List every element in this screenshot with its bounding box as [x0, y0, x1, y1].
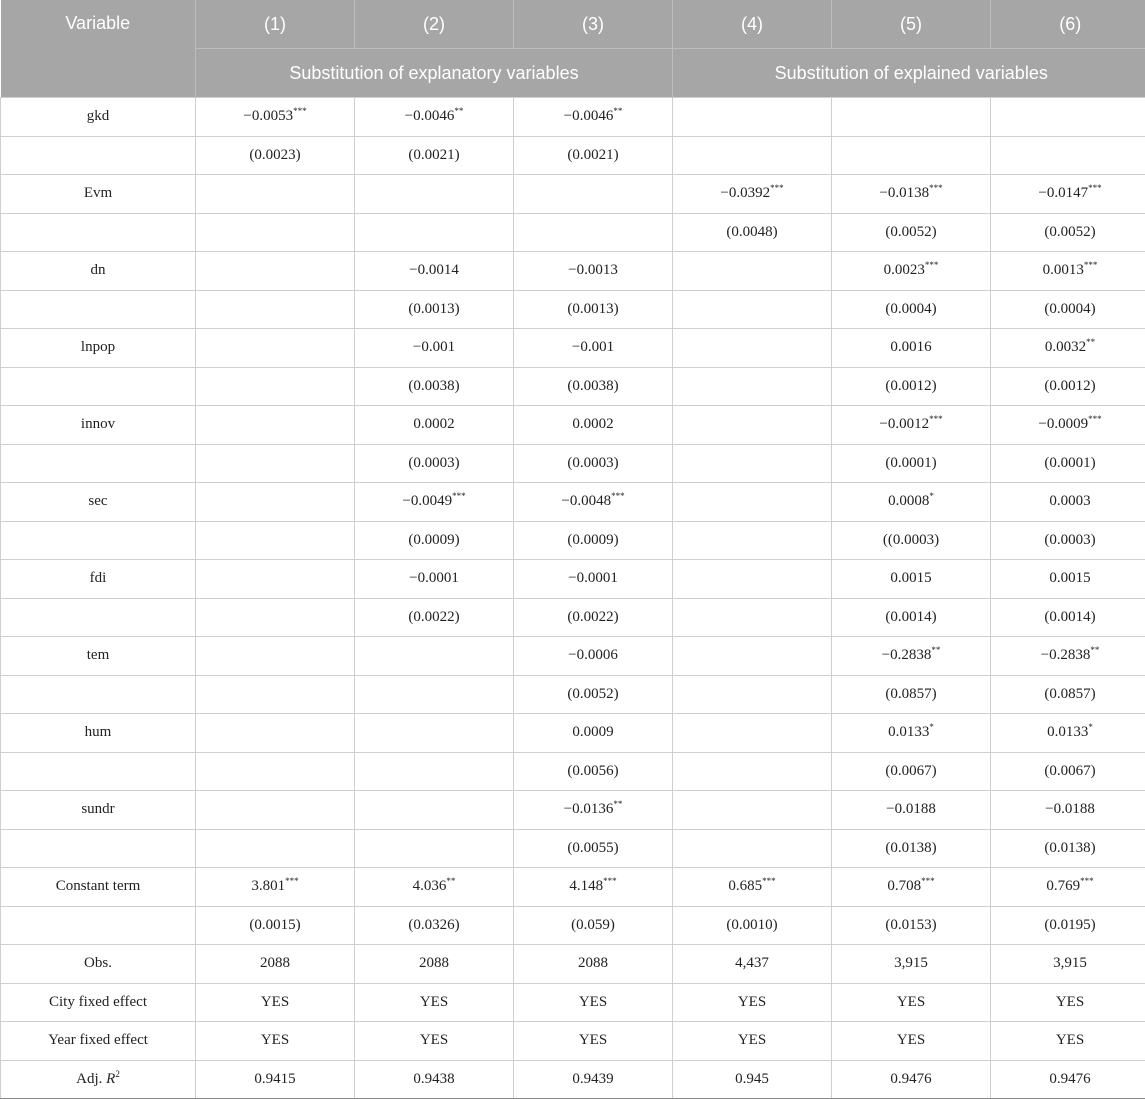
table-row — [1, 367, 1145, 406]
table-cell: (0.0003) — [991, 521, 1145, 560]
table-cell: −0.0138*** — [832, 175, 991, 214]
table-row — [1, 483, 1145, 522]
table-cell — [673, 752, 832, 791]
header-col-2: (2) — [355, 0, 514, 49]
table-cell: (0.0052) — [514, 675, 673, 714]
table-cell: 0.0008* — [832, 483, 991, 522]
table-cell — [196, 406, 355, 445]
row-label: innov — [1, 406, 196, 445]
table-cell: (0.0052) — [991, 213, 1145, 252]
table-cell: 0.9476 — [991, 1060, 1145, 1099]
table-cell — [196, 290, 355, 329]
table-header — [1, 0, 1145, 98]
row-label: hum — [1, 714, 196, 753]
table-cell: −0.0048*** — [514, 483, 673, 522]
table-cell: 2088 — [355, 945, 514, 984]
table-cell: (0.0052) — [832, 213, 991, 252]
table-cell: 2088 — [196, 945, 355, 984]
table-cell — [196, 637, 355, 676]
table-cell: −0.0001 — [514, 560, 673, 599]
table-cell — [673, 367, 832, 406]
header-variable: Variable — [1, 0, 196, 98]
table-cell: (0.0004) — [991, 290, 1145, 329]
table-cell: (0.0022) — [355, 598, 514, 637]
table-cell: (0.0013) — [514, 290, 673, 329]
table-row — [1, 521, 1145, 560]
table-cell: (0.0023) — [196, 136, 355, 175]
table-cell — [673, 560, 832, 599]
table-cell — [196, 521, 355, 560]
table-row — [1, 752, 1145, 791]
table-cell: 0.0133* — [991, 714, 1145, 753]
table-cell: (0.0056) — [514, 752, 673, 791]
table-cell: 3,915 — [991, 945, 1145, 984]
table-cell — [991, 136, 1145, 175]
table-row — [1, 868, 1145, 907]
table-cell — [196, 329, 355, 368]
table-cell: 0.0015 — [832, 560, 991, 599]
table-cell — [832, 136, 991, 175]
table-cell: 4,437 — [673, 945, 832, 984]
table-cell: (0.0015) — [196, 906, 355, 945]
table-cell — [673, 252, 832, 291]
row-label: Year fixed effect — [1, 1022, 196, 1061]
table-cell: (0.0010) — [673, 906, 832, 945]
table-cell — [673, 290, 832, 329]
table-cell: (0.0001) — [991, 444, 1145, 483]
row-label — [1, 290, 196, 329]
table-cell: 0.0023*** — [832, 252, 991, 291]
table-cell: −0.001 — [514, 329, 673, 368]
table-cell — [673, 444, 832, 483]
table-cell: 0.0009 — [514, 714, 673, 753]
table-cell: (0.0009) — [514, 521, 673, 560]
table-cell: (0.0012) — [991, 367, 1145, 406]
table-cell — [832, 98, 991, 137]
table-cell: YES — [355, 983, 514, 1022]
table-cell: (0.0195) — [991, 906, 1145, 945]
row-label — [1, 444, 196, 483]
table-cell: YES — [514, 1022, 673, 1061]
table-cell: YES — [673, 1022, 832, 1061]
table-cell: −0.0014 — [355, 252, 514, 291]
table-cell: (0.0138) — [832, 829, 991, 868]
table-row — [1, 98, 1145, 137]
table-row — [1, 175, 1145, 214]
row-label: tem — [1, 637, 196, 676]
table-cell: (0.0055) — [514, 829, 673, 868]
table-cell: 0.0002 — [514, 406, 673, 445]
table-row — [1, 829, 1145, 868]
table-row — [1, 560, 1145, 599]
table-cell — [196, 483, 355, 522]
table-cell: YES — [991, 1022, 1145, 1061]
row-label — [1, 829, 196, 868]
table-cell: −0.2838** — [991, 637, 1145, 676]
table-cell: 2088 — [514, 945, 673, 984]
row-label: Adj. $R^2$ — [1, 1060, 196, 1099]
table-cell: 0.0133* — [832, 714, 991, 753]
table-cell: −0.0147*** — [991, 175, 1145, 214]
table-cell: (0.0014) — [832, 598, 991, 637]
table-cell: 0.9439 — [514, 1060, 673, 1099]
table-cell — [196, 829, 355, 868]
table-cell: −0.0053*** — [196, 98, 355, 137]
table-cell — [196, 675, 355, 714]
row-label — [1, 598, 196, 637]
header-row-columns — [1, 0, 1145, 49]
table-cell: −0.0009*** — [991, 406, 1145, 445]
table-cell: −0.0006 — [514, 637, 673, 676]
table-cell: −0.0013 — [514, 252, 673, 291]
row-label: sec — [1, 483, 196, 522]
table-row — [1, 136, 1145, 175]
row-label: Obs. — [1, 945, 196, 984]
table-cell: 3.801*** — [196, 868, 355, 907]
table-cell — [196, 252, 355, 291]
table-cell — [196, 213, 355, 252]
table-cell: 0.0003 — [991, 483, 1145, 522]
table-cell — [196, 444, 355, 483]
table-cell: 0.708*** — [832, 868, 991, 907]
row-label — [1, 367, 196, 406]
table-cell — [355, 213, 514, 252]
table-cell — [673, 98, 832, 137]
table-cell — [991, 98, 1145, 137]
table-cell — [673, 675, 832, 714]
table-cell: 0.9415 — [196, 1060, 355, 1099]
row-label: dn — [1, 252, 196, 291]
table-cell: (0.0013) — [355, 290, 514, 329]
table-cell: −0.0001 — [355, 560, 514, 599]
table-cell: 0.685*** — [673, 868, 832, 907]
table-cell: (0.0038) — [514, 367, 673, 406]
table-row — [1, 444, 1145, 483]
table-cell: (0.0004) — [832, 290, 991, 329]
row-label: Constant term — [1, 868, 196, 907]
table-cell: ((0.0003) — [832, 521, 991, 560]
row-label: Evm — [1, 175, 196, 214]
table-cell — [355, 791, 514, 830]
row-label — [1, 675, 196, 714]
table-row — [1, 1060, 1145, 1099]
table-cell: (0.0012) — [832, 367, 991, 406]
header-col-5: (5) — [832, 0, 991, 49]
table-cell — [196, 791, 355, 830]
table-cell: −0.001 — [355, 329, 514, 368]
table-cell: (0.0048) — [673, 213, 832, 252]
table-cell — [673, 637, 832, 676]
header-group-explanatory: Substitution of explanatory variables — [196, 49, 673, 98]
table-cell — [673, 406, 832, 445]
table-cell: YES — [991, 983, 1145, 1022]
table-cell — [673, 521, 832, 560]
table-cell: 4.148*** — [514, 868, 673, 907]
table-row — [1, 1022, 1145, 1061]
table-cell: 0.9476 — [832, 1060, 991, 1099]
row-label: sundr — [1, 791, 196, 830]
table-cell: 0.0015 — [991, 560, 1145, 599]
table-cell: 0.0016 — [832, 329, 991, 368]
table-row — [1, 290, 1145, 329]
table-cell — [514, 175, 673, 214]
table-cell: (0.0001) — [832, 444, 991, 483]
row-label — [1, 213, 196, 252]
table-row — [1, 637, 1145, 676]
table-cell: −0.0046** — [514, 98, 673, 137]
table-cell: (0.0022) — [514, 598, 673, 637]
table-cell: (0.0009) — [355, 521, 514, 560]
table-row — [1, 791, 1145, 830]
table-cell — [196, 752, 355, 791]
row-label: gkd — [1, 98, 196, 137]
table-cell: (0.0003) — [355, 444, 514, 483]
table-cell: 0.769*** — [991, 868, 1145, 907]
table-cell — [355, 175, 514, 214]
table-cell: −0.0392*** — [673, 175, 832, 214]
table-cell: −0.0188 — [991, 791, 1145, 830]
table-cell — [196, 175, 355, 214]
table-row — [1, 252, 1145, 291]
table-cell — [673, 136, 832, 175]
table-cell: −0.0046** — [355, 98, 514, 137]
row-label — [1, 906, 196, 945]
header-col-6: (6) — [991, 0, 1145, 49]
table-row — [1, 945, 1145, 984]
table-cell: −0.2838** — [832, 637, 991, 676]
table-cell: (0.0138) — [991, 829, 1145, 868]
table-cell: 3,915 — [832, 945, 991, 984]
table-cell: (0.0067) — [832, 752, 991, 791]
table-cell: −0.0012*** — [832, 406, 991, 445]
row-label — [1, 136, 196, 175]
table-cell: YES — [196, 983, 355, 1022]
table-row — [1, 406, 1145, 445]
row-label: lnpop — [1, 329, 196, 368]
table-cell: YES — [196, 1022, 355, 1061]
table-cell: (0.0857) — [832, 675, 991, 714]
table-cell: 0.0002 — [355, 406, 514, 445]
table-row — [1, 598, 1145, 637]
table-cell: (0.0003) — [514, 444, 673, 483]
table-cell: 0.9438 — [355, 1060, 514, 1099]
table-cell — [355, 752, 514, 791]
table-cell — [196, 560, 355, 599]
header-col-4: (4) — [673, 0, 832, 49]
table-cell — [196, 714, 355, 753]
header-col-3: (3) — [514, 0, 673, 49]
table-cell: 4.036** — [355, 868, 514, 907]
table-cell: 0.0032** — [991, 329, 1145, 368]
table-cell: (0.0014) — [991, 598, 1145, 637]
table-cell: 0.945 — [673, 1060, 832, 1099]
table-cell: YES — [514, 983, 673, 1022]
table-cell — [355, 675, 514, 714]
row-label: fdi — [1, 560, 196, 599]
table-cell: (0.0038) — [355, 367, 514, 406]
table-cell: (0.059) — [514, 906, 673, 945]
table-cell — [673, 598, 832, 637]
table-cell: −0.0188 — [832, 791, 991, 830]
table-row — [1, 714, 1145, 753]
row-label: City fixed effect — [1, 983, 196, 1022]
table-cell: (0.0067) — [991, 752, 1145, 791]
table-cell — [355, 714, 514, 753]
table-row — [1, 329, 1145, 368]
table-row — [1, 983, 1145, 1022]
table-cell: YES — [832, 983, 991, 1022]
table-cell — [673, 329, 832, 368]
table-cell — [673, 714, 832, 753]
table-cell: −0.0049*** — [355, 483, 514, 522]
table-cell: YES — [832, 1022, 991, 1061]
header-col-1: (1) — [196, 0, 355, 49]
table-cell: −0.0136** — [514, 791, 673, 830]
table-cell — [673, 829, 832, 868]
table-cell — [355, 637, 514, 676]
table-cell — [196, 598, 355, 637]
table-cell — [673, 483, 832, 522]
table-cell: 0.0013*** — [991, 252, 1145, 291]
table-cell: (0.0326) — [355, 906, 514, 945]
table-row — [1, 906, 1145, 945]
table-cell — [196, 367, 355, 406]
header-group-explained: Substitution of explained variables — [673, 49, 1145, 98]
table-cell — [355, 829, 514, 868]
table-cell: (0.0153) — [832, 906, 991, 945]
table-row — [1, 213, 1145, 252]
table-cell — [673, 791, 832, 830]
table-cell: (0.0021) — [514, 136, 673, 175]
row-label — [1, 521, 196, 560]
table-cell: (0.0021) — [355, 136, 514, 175]
table-row — [1, 675, 1145, 714]
table-cell — [514, 213, 673, 252]
table-body — [1, 98, 1145, 1099]
table-cell: (0.0857) — [991, 675, 1145, 714]
row-label — [1, 752, 196, 791]
table-cell: YES — [673, 983, 832, 1022]
table-cell: YES — [355, 1022, 514, 1061]
